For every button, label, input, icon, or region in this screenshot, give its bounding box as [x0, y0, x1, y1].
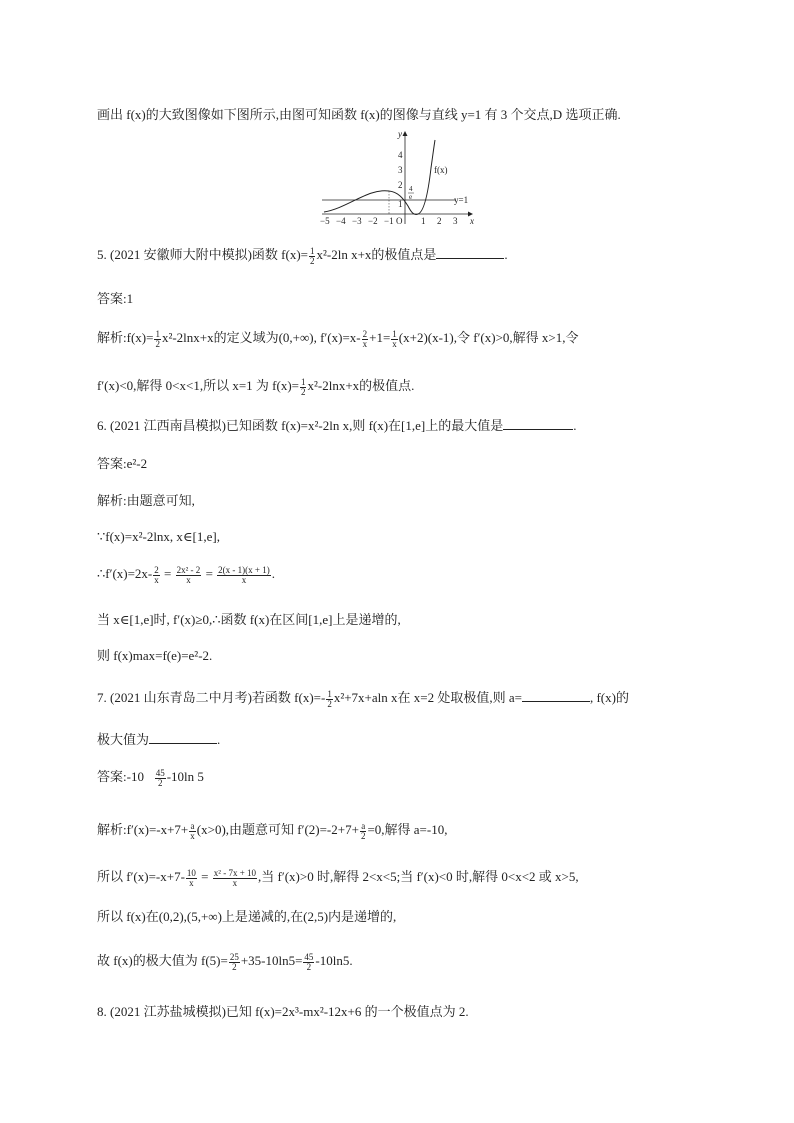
function-graph: [318, 128, 478, 228]
question-5: 5. (2021 安徽师大附中模拟)函数 f(x)= $\frac{1}{2}$ x²-2ln x+x的极值点是 .: [97, 245, 508, 266]
x-tick-neg1: −1: [384, 216, 394, 226]
solution-5-line-1: 解析:f(x)= $\frac{1}{2}$ x²-2lnx+x的定义域为(0,+∞), f′(x)=x- $\frac{2}{x}$ +1= $\frac{1}{x}$ (x+2)(x-1),令 f′(x)>0,解得 x>1,令: [97, 328, 579, 349]
x-tick-neg2: −2: [368, 216, 378, 226]
solution-7-line-2: 所以 f′(x)=-x+7- $\frac{10}{x}$ = $\frac{\text{x² - 7x + 10}}{x}$ ,当 f′(x)>0 时,解得 2<x<5;当 f′(x)<0 时,解得 0<x<2 或 x>5,: [97, 867, 579, 888]
solution-6-line-4: 当 x∈[1,e]时, f′(x)≥0,∴函数 f(x)在区间[1,e]上是递增的,: [97, 612, 401, 627]
x-tick-neg3: −3: [352, 216, 362, 226]
answer-7: 答案:-10 $\frac{45}{2}$ -10ln 5: [97, 767, 204, 788]
solution-7-line-3: 所以 f(x)在(0,2),(5,+∞)上是递减的,在(2,5)内是递增的,: [97, 909, 397, 924]
peak-label-denominator: e: [409, 193, 413, 201]
y-tick-1: 1: [398, 199, 403, 209]
x-tick-1: 1: [421, 216, 426, 226]
answer-blank: [503, 417, 573, 430]
x-tick-2: 2: [437, 216, 442, 226]
curve-label: f(x): [434, 165, 448, 175]
y-axis-label: y: [398, 129, 402, 139]
solution-6-line-2: ∵f(x)=x²-2lnx, x∈[1,e],: [97, 529, 220, 544]
y-tick-3: 3: [398, 165, 403, 175]
solution-6-line-1: 解析:由题意可知,: [97, 493, 195, 508]
answer-6: 答案:e²-2: [97, 456, 148, 471]
y-tick-4: 4: [398, 150, 403, 160]
solution-5-line-2: f′(x)<0,解得 0<x<1,所以 x=1 为 f(x)= $\frac{1}{2}$ x²-2lnx+x的极值点.: [97, 376, 415, 397]
y-axis-arrow-icon: [403, 131, 408, 136]
question-8: 8. (2021 江苏盐城模拟)已知 f(x)=2x³-mx²-12x+6 的一个极值点为 2.: [97, 1004, 469, 1019]
intro-text: 画出 f(x)的大致图像如下图所示,由图可知函数 f(x)的图像与直线 y=1 有 3 个交点,D 选项正确.: [97, 107, 621, 122]
solution-6-line-5: 则 f(x)max=f(e)=e²-2.: [97, 648, 213, 663]
solution-7-line-4: 故 f(x)的极大值为 f(5)= $\frac{25}{2}$ +35-10ln5= $\frac{45}{2}$ -10ln5.: [97, 951, 353, 972]
x-tick-neg4: −4: [336, 216, 346, 226]
solution-6-line-3: ∴f′(x)=2x- $\frac{2}{x}$ = $\frac{\text{2x² - 2}}{x}$ = $\frac{2(x - 1)(x + 1)}{x}$ .: [97, 564, 275, 585]
question-6: 6. (2021 江西南昌模拟)已知函数 f(x)=x²-2ln x,则 f(x)在[1,e]上的最大值是 .: [97, 418, 577, 433]
line-label: y=1: [454, 195, 469, 205]
question-7-line-2: 极大值为 .: [97, 732, 221, 747]
origin-label: O: [396, 216, 403, 226]
x-tick-3: 3: [453, 216, 458, 226]
answer-blank: [436, 246, 504, 259]
x-tick-neg5: −5: [320, 216, 330, 226]
peak-label-numerator: 4: [409, 185, 413, 193]
question-7-line-1: 7. (2021 山东青岛二中月考)若函数 f(x)=- $\frac{1}{2}$ x²+7x+aln x在 x=2 处取极值,则 a= , f(x)的: [97, 688, 629, 709]
answer-5: 答案:1: [97, 291, 134, 306]
x-axis-label: x: [470, 216, 474, 226]
function-curve: [324, 140, 435, 215]
answer-blank-max: [149, 731, 217, 744]
y-tick-2: 2: [398, 180, 403, 190]
solution-7-line-1: 解析:f′(x)=-x+7+ $\frac{a}{x}$ (x>0),由题意可知 f′(2)=-2+7+ $\frac{a}{2}$ =0,解得 a=-10,: [97, 820, 448, 841]
answer-blank-a: [522, 689, 590, 702]
